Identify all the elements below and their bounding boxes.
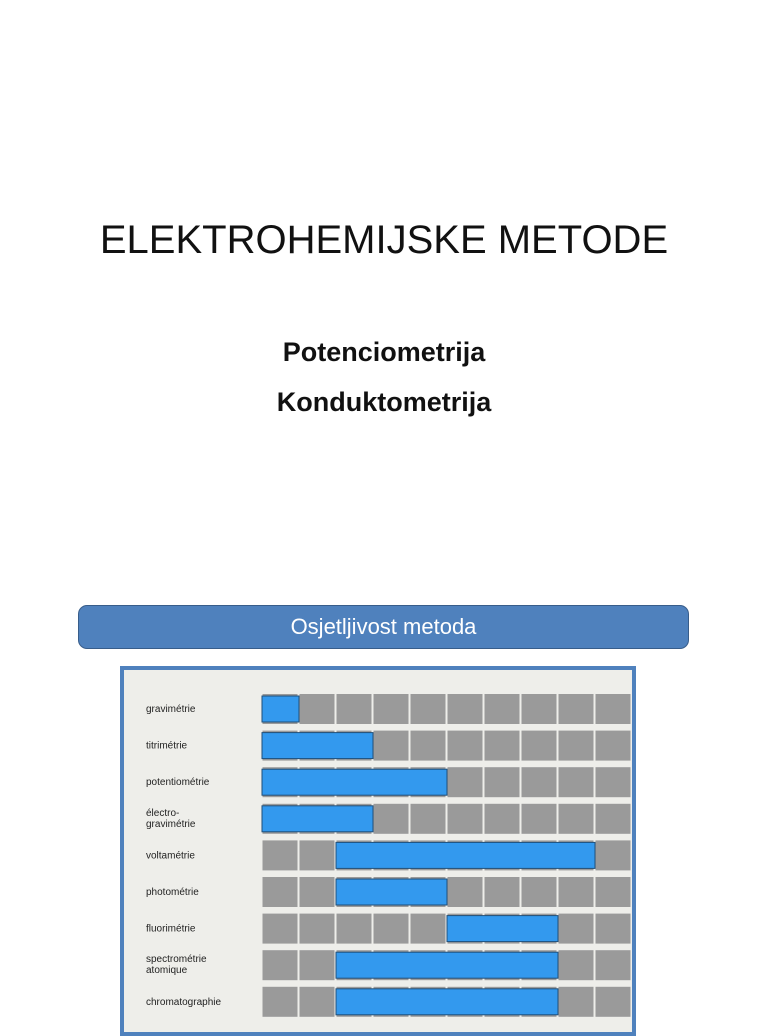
grid-cell bbox=[448, 804, 483, 834]
row-label: chromatographie bbox=[146, 996, 222, 1008]
grid-cell bbox=[559, 987, 594, 1017]
grid-cell bbox=[300, 694, 335, 724]
grid-cell bbox=[300, 987, 335, 1017]
grid-cell bbox=[522, 767, 557, 797]
grid-cell bbox=[485, 767, 520, 797]
grid-cell bbox=[522, 694, 557, 724]
grid-cell bbox=[411, 694, 446, 724]
grid-cell bbox=[448, 731, 483, 761]
grid-cell bbox=[263, 914, 298, 944]
grid-cell bbox=[596, 767, 631, 797]
grid-cell bbox=[374, 694, 409, 724]
grid-cell bbox=[596, 987, 631, 1017]
range-bar bbox=[336, 989, 558, 1015]
grid-cell bbox=[485, 694, 520, 724]
grid-cell bbox=[596, 950, 631, 980]
grid-cell bbox=[559, 877, 594, 907]
row-label: spectrométrie atomique bbox=[146, 954, 207, 977]
range-bar bbox=[336, 842, 595, 868]
grid-cell bbox=[485, 804, 520, 834]
grid-cell bbox=[263, 877, 298, 907]
grid-cell bbox=[337, 694, 372, 724]
grid-cell bbox=[596, 804, 631, 834]
grid-cell bbox=[374, 731, 409, 761]
grid-cell bbox=[596, 840, 631, 870]
grid-cell bbox=[448, 694, 483, 724]
row-label: gravimétrie bbox=[146, 704, 196, 715]
grid-cell bbox=[559, 804, 594, 834]
grid-cell bbox=[559, 950, 594, 980]
grid-cell bbox=[522, 877, 557, 907]
row-label: potentiométrie bbox=[146, 777, 210, 789]
range-bar bbox=[447, 916, 558, 942]
grid-cell bbox=[485, 731, 520, 761]
grid-cell bbox=[374, 804, 409, 834]
grid-cell bbox=[522, 731, 557, 761]
grid-cell bbox=[300, 877, 335, 907]
grid-cell bbox=[485, 877, 520, 907]
range-bar bbox=[262, 769, 447, 795]
grid-cell bbox=[522, 804, 557, 834]
grid-cell bbox=[300, 950, 335, 980]
grid-cell bbox=[596, 694, 631, 724]
subtitle-potenciometrija: Potenciometrija bbox=[282, 337, 486, 367]
grid-cell bbox=[559, 694, 594, 724]
grid-cell bbox=[596, 731, 631, 761]
row-label: photométrie bbox=[146, 887, 199, 898]
range-bar bbox=[262, 696, 299, 722]
sensitivity-chart bbox=[124, 670, 632, 1032]
grid-cell bbox=[300, 914, 335, 944]
grid-cell bbox=[263, 950, 298, 980]
sensitivity-banner: Osjetljivost metoda bbox=[78, 605, 689, 649]
grid-cell bbox=[411, 731, 446, 761]
grid-cell bbox=[448, 877, 483, 907]
grid-cell bbox=[559, 767, 594, 797]
subtitle-konduktometrija: Konduktometrija bbox=[276, 387, 492, 417]
range-bar bbox=[336, 879, 447, 905]
sensitivity-chart-figure bbox=[120, 666, 636, 1036]
range-bar bbox=[262, 733, 373, 759]
row-label: électro-gravimétrie bbox=[146, 807, 196, 830]
grid-cell bbox=[411, 804, 446, 834]
row-label: voltamétrie bbox=[146, 850, 195, 862]
grid-cell bbox=[337, 914, 372, 944]
grid-cell bbox=[559, 914, 594, 944]
grid-cell bbox=[374, 914, 409, 944]
grid-cell bbox=[559, 731, 594, 761]
row-label: titrimétrie bbox=[146, 740, 188, 752]
range-bar bbox=[336, 952, 558, 978]
grid-cell bbox=[263, 987, 298, 1017]
range-bar bbox=[262, 806, 373, 832]
slide-title: ELEKTROHEMIJSKE METODE bbox=[99, 218, 669, 262]
grid-cell bbox=[263, 840, 298, 870]
grid-cell bbox=[596, 877, 631, 907]
grid-cell bbox=[411, 914, 446, 944]
grid-cell bbox=[300, 840, 335, 870]
row-label: fluorimétrie bbox=[146, 923, 196, 935]
grid-cell bbox=[448, 767, 483, 797]
grid-cell bbox=[596, 914, 631, 944]
